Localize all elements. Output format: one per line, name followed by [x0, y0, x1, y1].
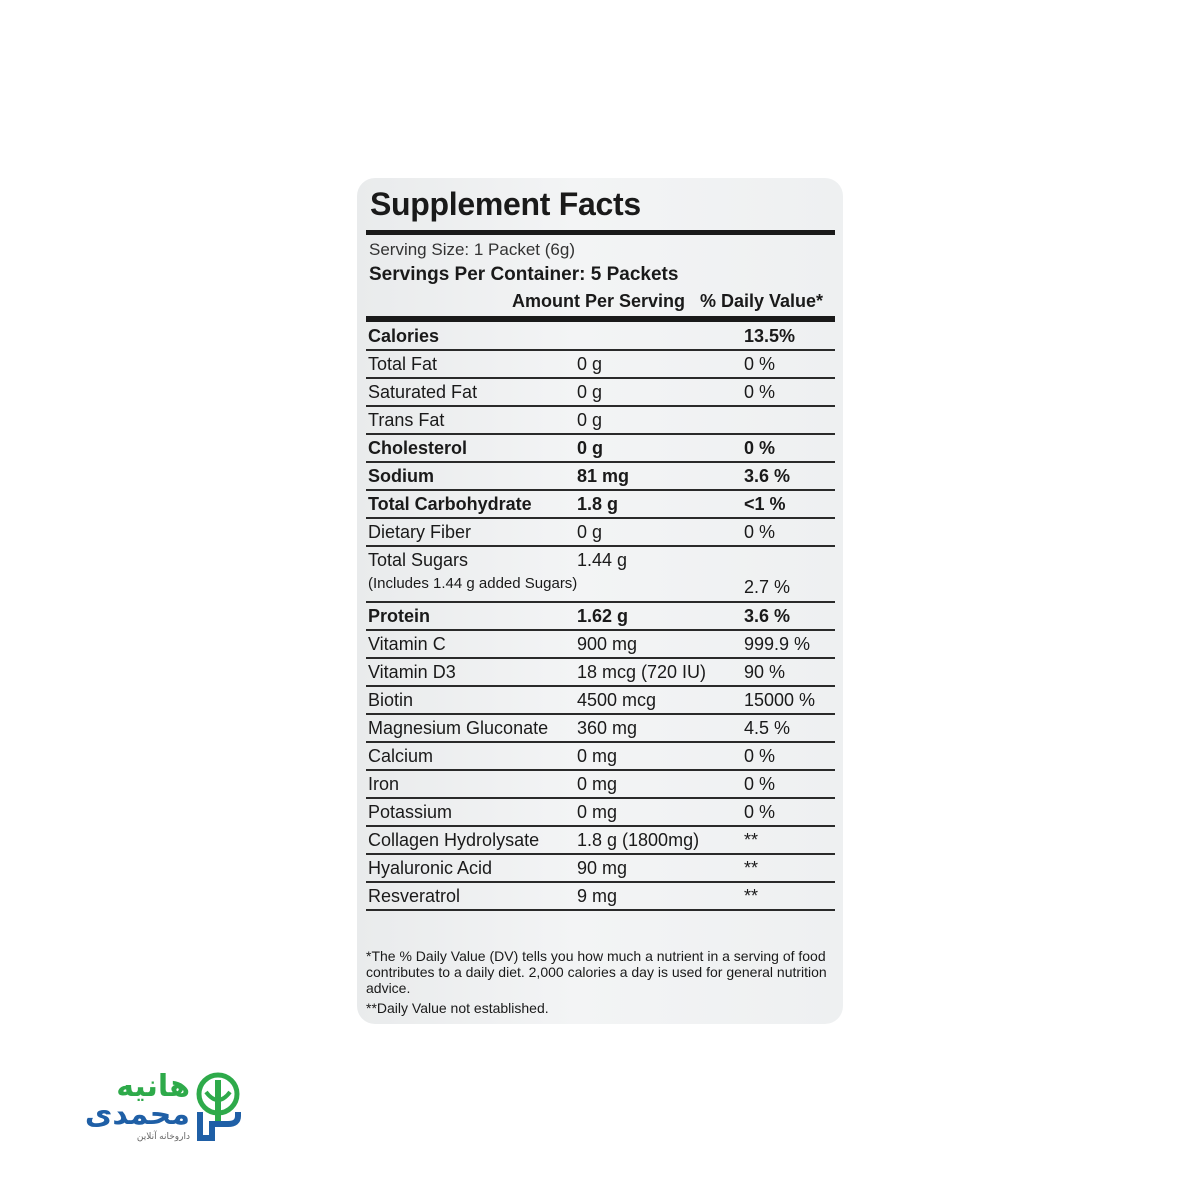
nutrient-row: [366, 855, 835, 883]
nutrient-daily-value: 13.5%: [744, 326, 796, 346]
nutrient-daily-value: 90 %: [744, 662, 786, 682]
pharmacy-emblem-icon: [192, 1072, 244, 1142]
servings-per-container: Servings Per Container: 5 Packets: [369, 264, 679, 285]
nutrient-name: Potassium: [368, 802, 453, 822]
nutrient-name: Dietary Fiber: [368, 522, 472, 542]
nutrient-amount: 0 mg: [577, 746, 618, 766]
nutrient-amount: 18 mcg (720 IU): [577, 662, 707, 682]
nutrient-row: [366, 379, 835, 407]
nutrient-name: Biotin: [368, 690, 414, 710]
nutrient-name: Vitamin C: [368, 634, 446, 654]
nutrient-name: Sodium: [368, 466, 434, 486]
nutrient-name: Total Fat: [368, 354, 438, 374]
pharmacy-logo: [56, 1070, 246, 1150]
nutrient-daily-value: 15000 %: [744, 690, 816, 710]
nutrient-daily-value: 0 %: [744, 438, 776, 458]
serving-size: Serving Size: 1 Packet (6g): [369, 240, 575, 259]
nutrient-row: [366, 519, 835, 547]
nutrient-amount: 0 mg: [577, 774, 618, 794]
nutrient-amount: 9 mg: [577, 886, 618, 906]
nutrient-name: Calories: [368, 326, 440, 346]
nutrient-row: [366, 883, 835, 911]
nutrient-amount: 360 mg: [577, 718, 638, 738]
nutrient-name: Vitamin D3: [368, 662, 456, 682]
nutrient-daily-value: 3.6 %: [744, 466, 791, 486]
nutrient-amount: 0 mg: [577, 802, 618, 822]
nutrient-daily-value: 0 %: [744, 746, 776, 766]
nutrient-name: Total Sugars: [368, 550, 469, 570]
nutrient-row: [366, 463, 835, 491]
nutrient-name: Magnesium Gluconate: [368, 718, 549, 738]
nutrient-name: Hyaluronic Acid: [368, 858, 493, 878]
nutrient-row: [366, 435, 835, 463]
nutrient-daily-value: 0 %: [744, 382, 776, 402]
nutrient-daily-value: **: [744, 886, 759, 906]
nutrient-row: [366, 771, 835, 799]
nutrient-daily-value: 0 %: [744, 354, 776, 374]
nutrient-amount: 1.44 g: [577, 550, 628, 570]
nutrient-name: Iron: [368, 774, 400, 794]
nutrient-name: Trans Fat: [368, 410, 445, 430]
nutrient-daily-value: 4.5 %: [744, 718, 791, 738]
nutrient-subnote: (Includes 1.44 g added Sugars): [368, 575, 578, 592]
nutrient-daily-value: 0 %: [744, 522, 776, 542]
nutrient-row: [366, 407, 835, 435]
nutrient-amount: 1.62 g: [577, 606, 629, 626]
not-established-note: **Daily Value not established.: [366, 1000, 549, 1016]
nutrient-amount: 900 mg: [577, 634, 638, 654]
nutrient-amount: 0 g: [577, 522, 603, 542]
nutrient-amount: 1.8 g (1800mg): [577, 830, 700, 850]
nutrient-amount: 0 g: [577, 438, 604, 458]
nutrient-amount: 1.8 g: [577, 494, 619, 514]
nutrient-daily-value: 3.6 %: [744, 606, 791, 626]
header-rule: [366, 316, 835, 322]
nutrient-name: Calcium: [368, 746, 434, 766]
logo-subtitle: داروخانه آنلاین: [136, 1131, 190, 1141]
logo-name-line2: محمدی: [84, 1098, 190, 1131]
nutrient-name: Protein: [368, 606, 431, 626]
nutrient-daily-value: **: [744, 858, 759, 878]
nutrient-amount: 81 mg: [577, 466, 630, 486]
nutrient-table: [366, 323, 835, 911]
nutrient-amount: 4500 mcg: [577, 690, 657, 710]
nutrient-name: Saturated Fat: [368, 382, 478, 402]
nutrient-daily-value: 0 %: [744, 774, 776, 794]
header-daily-value: % Daily Value*: [700, 291, 824, 311]
nutrient-daily-value: <1 %: [744, 494, 786, 514]
supplement-facts-panel: [357, 178, 843, 1024]
nutrient-row: [366, 827, 835, 855]
nutrient-daily-value: 0 %: [744, 802, 776, 822]
nutrient-name: Resveratrol: [368, 886, 461, 906]
nutrient-row: [366, 351, 835, 379]
nutrient-row: [366, 603, 835, 631]
nutrient-name: Cholesterol: [368, 438, 468, 458]
nutrient-row: [366, 491, 835, 519]
nutrient-daily-value: 2.7 %: [744, 577, 791, 597]
header-amount-per-serving: Amount Per Serving: [512, 291, 686, 311]
panel-title: Supplement Facts: [370, 186, 641, 222]
nutrient-amount: 90 mg: [577, 858, 628, 878]
nutrient-name: Total Carbohydrate: [368, 494, 532, 514]
nutrient-amount: 0 g: [577, 410, 603, 430]
nutrient-daily-value: 999.9 %: [744, 634, 811, 654]
nutrient-name: Collagen Hydrolysate: [368, 830, 540, 850]
nutrient-row: [366, 687, 835, 715]
daily-value-note: *The % Daily Value (DV) tells you how much a nutrient in a serving of food contributes to a daily diet. 2,000 calories a day is used for general nutrition advice.: [366, 948, 827, 996]
nutrient-row: [366, 547, 835, 603]
nutrient-row: [366, 715, 835, 743]
nutrient-amount: 0 g: [577, 354, 603, 374]
title-rule: [366, 230, 835, 235]
nutrient-row: [366, 799, 835, 827]
footnote: [366, 948, 838, 1016]
nutrient-row: [366, 743, 835, 771]
nutrient-row: [366, 323, 835, 351]
nutrient-daily-value: **: [744, 830, 759, 850]
nutrient-row: [366, 631, 835, 659]
logo-name-line1: هانیه: [116, 1070, 190, 1103]
nutrient-amount: 0 g: [577, 382, 603, 402]
nutrient-row: [366, 659, 835, 687]
